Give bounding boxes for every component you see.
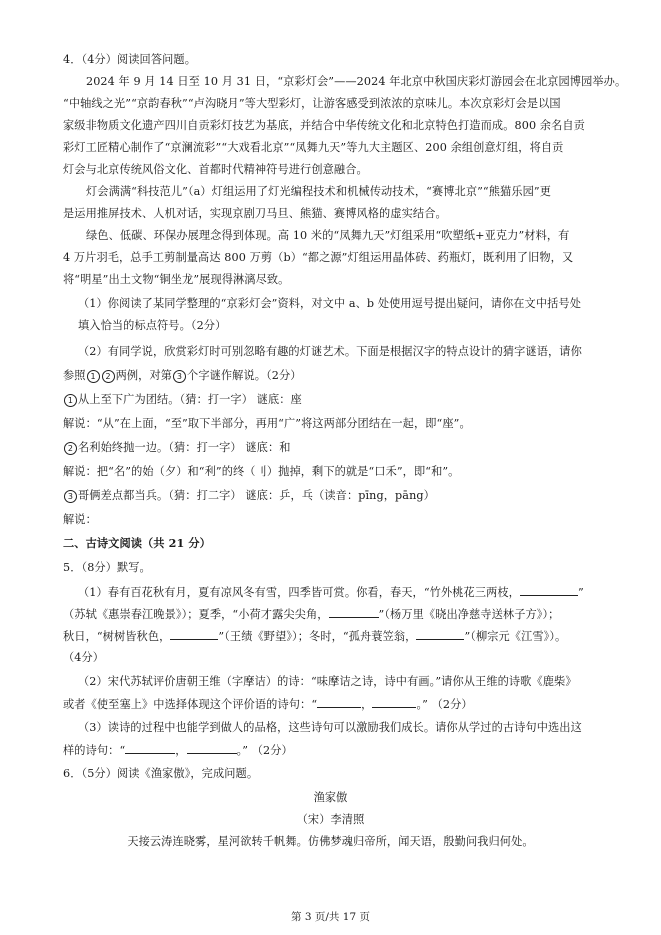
q5-sub3-line2-c: 。” （2分） — [236, 744, 293, 757]
circle-number-1: 1 — [64, 394, 77, 407]
q4-para3-line2: 4 万片羽毛，总手工剪制量高达 800 万剪（b）“都之源”灯组运用晶体砖、药瓶灯，既利用了旧物，又 — [63, 251, 574, 264]
circle-number-2: 2 — [64, 442, 77, 455]
riddle-2-explanation: 解说：把“名”的始（夕）和“利”的终（刂）抛掉，剩下的就是“口禾”，即“和”。 — [63, 465, 460, 478]
q4-para3-line1: 绿色、低碳、环保办展理念得到体现。高 10 米的“凤舞九天”灯组采用“吹塑纸+亚克力”材料，有 — [86, 229, 570, 242]
q4-para2-line1: 灯会满满“科技范儿”（a）灯组运用了灯光编程技术和机械传动技术，“赛博北京”“熊猫乐园”更 — [86, 185, 552, 198]
answer-blank[interactable] — [416, 628, 464, 640]
poem-line-1: 天接云涛连晓雾，星河欲转千帆舞。仿佛梦魂归帝所，闻天语，殷勤问我归何处。 — [127, 835, 534, 848]
answer-blank[interactable] — [170, 628, 218, 640]
q5-sub3-line2-a: 样的诗句：“ — [63, 744, 126, 757]
riddle-1-text: 从上至下广为团结。（猜：打一字） 谜底：座 — [78, 393, 302, 406]
q4-sub2-line2-c: 个字谜作解说。（2分） — [187, 369, 302, 382]
q4-para1-line3: 家级非物质文化遗产四川自贡彩灯技艺为基底，并结合中华传统文化和北京特色打造而成。800 余名自贡 — [63, 119, 585, 132]
q4-para1-line2: “中轴线之光”“京韵春秋”“卢沟晓月”等大型彩灯，让游客感受到浓浓的京味儿。本次京彩灯会是以国 — [63, 97, 561, 110]
riddle-2 — [63, 440, 623, 455]
section-2-heading: 二、古诗文阅读（共 21 分） — [63, 536, 211, 550]
circle-number-2: 2 — [102, 370, 115, 383]
riddle-3-text: 哥俩差点都当兵。（猜：打二字） 谜底：乒，乓（读音：pīng，pāng） — [78, 489, 435, 502]
circle-number-1: 1 — [87, 370, 100, 383]
q5-sub3-line1: （3）读诗的过程中也能学到做人的品格，这些诗句可以激励我们成长。请你从学过的古诗句中选出这 — [78, 721, 582, 734]
poem-author: （宋）李清照 — [296, 813, 365, 826]
q4-para3-line3: 将“明星”出土文物“铜坐龙”展现得淋漓尽致。 — [63, 273, 290, 286]
q4-para1-line4: 彩灯工匠精心制作了“京澜流彩”“大戏看北京”“凤舞九天”等九大主题区、200 余组创意灯组，将自贡 — [63, 141, 564, 154]
q5-sub2-line2-a: 或者《使至塞上》中选择体现这个评价语的诗句：“ — [63, 698, 318, 711]
q5-sub1-line2-b: ”（杨万里《晓出净慈寺送林子方》）； — [378, 608, 560, 621]
answer-blank[interactable] — [187, 742, 237, 754]
answer-blank[interactable] — [317, 696, 361, 708]
q5-sub1-points: （4分） — [63, 651, 105, 664]
q5-sub1-line1-text: （1）春有百花秋有月，夏有凉风冬有雪，四季皆可赏。你看，春天，“竹外桃花三两枝， — [78, 586, 520, 599]
answer-blank[interactable] — [329, 606, 379, 618]
q5-sub1-line3 — [63, 628, 623, 644]
answer-blank[interactable] — [125, 742, 175, 754]
q4-sub2-line2-b: 两例，对第 — [115, 369, 173, 382]
q4-para1-line5: 灯会与北京传统风俗文化、首都时代精神符号进行创意融合。 — [63, 163, 368, 176]
q4-para2-line2: 是运用推屏技术、人机对话，实现京剧刀马旦、熊猫、赛博风格的虚实结合。 — [63, 207, 447, 220]
riddle-1 — [63, 392, 623, 407]
q5-sub1-line1 — [78, 584, 638, 600]
riddle-1-explanation: 解说：“从”在上面，“至”取下半部分，再用“广”将这两部分团结在一起，即“座”。 — [63, 417, 471, 430]
q4-para1-line1: 2024 年 9 月 14 日至 10 月 31 日，“京彩灯会”——2024 年北京中秋国庆彩灯游园会在北京园博园举办。 — [86, 75, 627, 88]
q5-sub1-line3-b: ”（王绩《野望》）；冬时，“孤舟蓑笠翁， — [218, 630, 417, 643]
q5-sub2-line2 — [63, 696, 623, 712]
circle-number-3: 3 — [173, 370, 186, 383]
q5-sub1-line3-c: ”（柳宗元《江雪》）。 — [464, 630, 567, 643]
circle-number-3: 3 — [64, 490, 77, 503]
q5-sub2-line2-c: 。” （2分） — [416, 698, 473, 711]
q5-sub1-line1-end: ” — [577, 586, 584, 599]
q4-sub2-line2 — [63, 368, 623, 383]
riddle-2-text: 名利始终抛一边。（猜：打一字） 谜底：和 — [78, 441, 291, 454]
q5-sub1-line2 — [63, 606, 623, 622]
q5-sub2-line2-b: ， — [361, 698, 373, 711]
q4-sub2-line1: （2）有同学说，欣赏彩灯时可别忽略有趣的灯谜艺术。下面是根据汉字的特点设计的猜字谜语，请你 — [78, 345, 582, 358]
q6-heading: 6．（5分）阅读《渔家傲》，完成问题。 — [63, 767, 259, 780]
q4-sub1-line1: （1）你阅读了某同学整理的“京彩灯会”资料，对文中 a、b 处使用逗号提出疑问，请你在文中括号处 — [78, 297, 581, 310]
page-number: 第 3 页/共 17 页 — [291, 911, 370, 923]
riddle-3 — [63, 488, 623, 503]
q5-heading: 5．（8分）默写。 — [63, 561, 151, 574]
answer-blank[interactable] — [372, 696, 416, 708]
q4-heading: 4．（4分）阅读回答问题。 — [63, 53, 196, 66]
riddle-3-explanation: 解说： — [63, 513, 97, 526]
q5-sub3-line2 — [63, 742, 623, 758]
answer-blank[interactable] — [520, 584, 578, 596]
q5-sub2-line1: （2）宋代苏轼评价唐朝王维（字摩诘）的诗：“味摩诘之诗，诗中有画。”请你从王维的诗歌《鹿柴》 — [78, 675, 577, 688]
q4-sub2-line2-a: 参照 — [63, 369, 86, 382]
q4-sub1-line2: 填入恰当的标点符号。（2分） — [78, 319, 227, 332]
q5-sub1-line2-a: （苏轼《惠崇春江晚景》）；夏季，“小荷才露尖尖角， — [63, 608, 329, 621]
poem-title: 渔家傲 — [313, 791, 348, 804]
q5-sub1-line3-a: 秋日，“树树皆秋色， — [63, 630, 171, 643]
q5-sub3-line2-b: ， — [175, 744, 187, 757]
